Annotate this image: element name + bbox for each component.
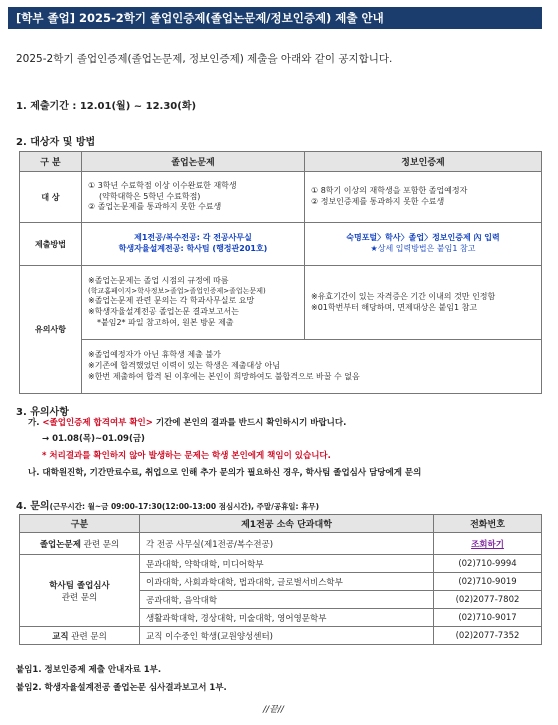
header-category: 구 분 [20,152,82,172]
text-line: ※유효기간이 있는 자격증은 기간 이내의 것만 인정함 [311,291,496,301]
section-contact [16,497,319,512]
table-header-row [20,152,542,172]
text-line: ※학생자율설계전공 졸업논문 결과보고서는 [88,307,239,317]
teaching-inquiry-label [20,627,140,645]
header-phone: 전화번호 [434,515,542,533]
teaching-dept: 교직 이수중인 학생(교원양성센터) [140,627,434,645]
cell-method-info [305,223,542,266]
text-line: ※한번 제출하여 합격 된 이후에는 본인이 희망하여도 불합격으로 바꿀 수 없음 [88,371,360,381]
label-rest: 관련 문의 [61,592,98,603]
header-category: 구분 [20,515,140,533]
header-info: 정보인증제 [305,152,542,172]
lookup-link[interactable]: 조회하기 [471,539,504,550]
table-row-method [20,223,542,266]
label-rest: 관련 문의 [68,631,107,642]
text-line: ※기존에 합격했었던 이력이 있는 학생은 제출대상 아님 [88,361,280,371]
office-colleges: 공과대학, 음악대학 [140,591,434,609]
row-label-method: 제출방법 [20,223,82,266]
text-line: ※졸업예정자가 아닌 휴학생 제출 불가 [88,350,221,360]
label-bold: 교직 [52,631,69,642]
note-b: 나. 대학원진학, 기간만료수료, 취업으로 인해 추가 문의가 필요하신 경우, 학사팀 졸업심사 담당에게 문의 [28,468,422,478]
text-line: ※01학번부터 해당하며, 면제대상은 붙임1 참고 [311,302,478,312]
text-line: ※졸업논문제는 졸업 시점의 규정에 따름 [88,276,229,286]
row-label-notes: 유의사항 [20,266,82,394]
text-line: (약학대학은 5학년 수료학점) [99,191,201,201]
table-row [20,533,542,555]
note-a [28,418,346,429]
attachment-1: 붙임1. 정보인증제 제출 안내자료 1부. [16,665,162,675]
cell-method-thesis [82,223,305,266]
table-row-notes [20,266,542,340]
cell-notes-common [82,340,542,394]
office-phone: (02)710-9019 [434,573,542,591]
cell-notes-thesis [82,266,305,340]
notice-title: [학부 졸업] 2025-2학기 졸업인증제(졸업논문제/정보인증제) 제출 안내 [8,7,542,29]
table-header-row [20,515,542,533]
office-phone: (02)710-9994 [434,555,542,573]
text-line: ① 8학기 이상의 재학생을 포함한 졸업예정자 [311,186,468,196]
intro-text: 2025-2학기 졸업인증제(졸업논문제, 정보인증제) 제출을 아래와 같이 공지합니다. [16,53,393,65]
thesis-dept: 각 전공 사무실(제1전공/복수전공) [140,533,434,555]
note-a-period: → 01.08(목)~01.09(금) [42,434,145,444]
attachment-2: 붙임2. 학생자율설계전공 졸업논문 심사결과보고서 1부. [16,683,227,693]
text-line: 숙명포털〉학사〉졸업〉정보인증제 內 입력 [346,233,500,243]
text-line: (학교홈페이지>학사정보>졸업>졸업인증제>졸업논문제) [88,286,266,295]
teaching-phone: (02)2077-7352 [434,627,542,645]
text-line: *붙임2* 파일 참고하여, 원본 방문 제출 [97,318,234,328]
section-target-method: 2. 대상자 및 방법 [16,137,96,148]
text-line: ① 3학년 수료학점 이상 이수완료한 재학생 [88,180,237,190]
text-line: ② 졸업논문제를 통과하지 못한 수료생 [88,202,222,212]
table-row [20,555,542,573]
note-a-warning: * 처리결과를 확인하지 않아 발생하는 문제는 학생 본인에게 책임이 있습니다. [42,451,331,461]
cell-target-thesis [82,172,305,223]
header-college: 제1전공 소속 단과대학 [140,515,434,533]
contact-table [19,514,542,645]
table-row [20,627,542,645]
note-a-prefix: 가. [28,418,43,428]
header-thesis: 졸업논문제 [82,152,305,172]
office-colleges: 문과대학, 약학대학, 미디어학부 [140,555,434,573]
label-rest: 관련 문의 [80,539,120,550]
label-bold: 학사팀 졸업심사 [49,580,110,591]
section-submission-period: 1. 제출기간 : 12.01(월) ~ 12.30(화) [16,101,197,112]
section-contact-title: 4. 문의 [16,501,50,512]
table-row-target [20,172,542,223]
cell-target-info [305,172,542,223]
section-notes: 3. 유의사항 [16,407,69,418]
thesis-inquiry-label [20,533,140,555]
office-phone: (02)710-9017 [434,609,542,627]
text-line: 제1전공/복수전공: 각 전공사무실 [134,233,252,243]
office-colleges: 이과대학, 사회과학대학, 법과대학, 글로벌서비스학부 [140,573,434,591]
end-mark: //끝// [263,705,284,715]
target-method-table [19,151,542,394]
cell-notes-info [305,266,542,340]
office-inquiry-label [20,555,140,627]
table-row-notes-common [20,340,542,394]
office-phone: (02)2077-7802 [434,591,542,609]
office-colleges: 생활과학대학, 경상대학, 미술대학, 영어영문학부 [140,609,434,627]
label-bold: 졸업논문제 [39,539,81,550]
text-line: ★상세 입력방법은 붙임1 참고 [370,244,476,253]
text-line: 학생자율설계전공: 학사팀 (행정관201호) [118,244,268,253]
note-a-text: 기간에 본인의 결과를 반드시 확인하시기 바랍니다. [152,418,347,428]
text-line: ② 정보인증제를 통과하지 못한 수료생 [311,197,445,206]
working-hours: (근무시간: 월~금 09:00-17:30(12:00-13:00 점심시간), 주말/공휴일: 휴무) [49,502,320,511]
note-a-highlight: <졸업인증제 합격여부 확인> [42,418,153,428]
text-line: ※졸업논문제 관련 문의는 각 학과사무실로 요망 [88,296,255,306]
thesis-phone-cell [434,533,542,555]
row-label-target: 대 상 [20,172,82,223]
